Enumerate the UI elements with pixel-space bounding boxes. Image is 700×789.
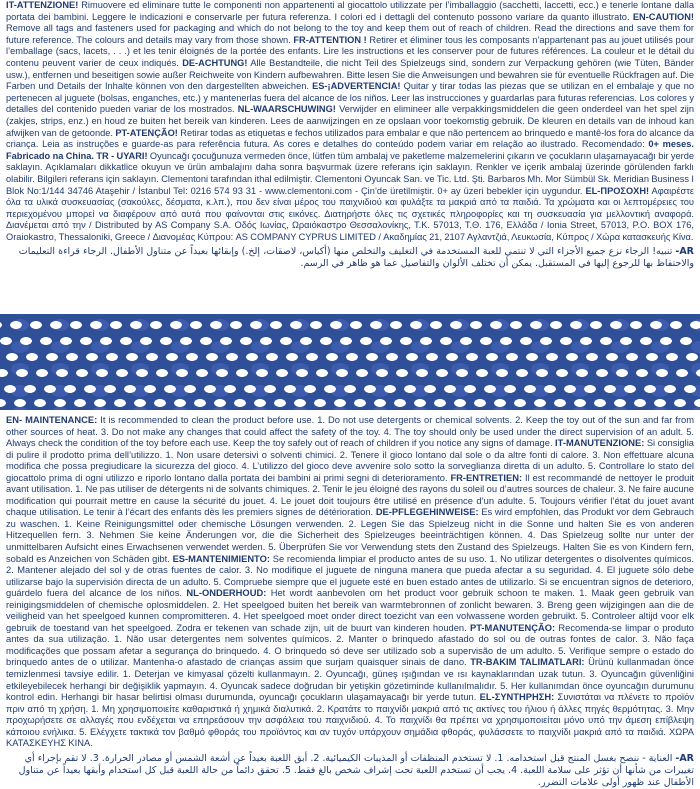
instruction-text: Se recomienda limpiar el producto antes de su uso. 1. No utilizar detergentes o disolventes químicos. 2. Mantener alejado del sol y de otras fuentes de calor. 3. No modifique el juguete de ninguna manera que pueda afectar a su seguridad. 4. El juguete sólo debe utilizarse bajo la supervisión directa de un adulto. 5. Compruebe siempre que el juguete esté en buen estado antes de utilizarlo. Si se encuentran signos de deterioro, guárdelo fuera del alcance de los niños. (6, 553, 694, 599)
language-header: PT-ATENÇÃO! (115, 127, 178, 138)
language-header: ES-MANTENIMIENTO: (172, 553, 270, 564)
language-header: IT-MANUTENZIONE: (555, 438, 645, 449)
language-header: FR-ENTRETIEN: (450, 472, 523, 483)
instruction-text: Quitar y tirar todas las piezas que se utilizan en el embalaje y que no pertenecen al juguete (bolsas, enganches, etc.) y mantenerlas fuera del alcance de los niños. Leer las instrucciones y guardarlas para futuras referencias. Los colores y detalles del contenido pueden variar de los mostrados. (6, 81, 694, 115)
instruction-text: Retirer et éliminer tous les composants n’appartenant pas au jouet utilisés pour l’emballage (sacs, lacets, . . .) et les tenir éloignés de la portée des enfants. Lire les instructions et les conserver pour de futures références. La couleur et le détail du contenu peuvent varier de ceux indiqués. (6, 34, 694, 68)
instruction-text: Ürünü kullanmadan önce temizlenmesi tavsiye edilir. 1. Deterjan ve kimyasal çözelti kullanmayın. 2. Oyuncağı, güneş ışığından ve ısı kaynaklarından uzak tutun. 3. Oyuncağın güvenliğini etkileyebilecek herhangi bir değişiklik yapmayın. 4. Oyuncak sadece doğrudan bir yetişkin gözetiminde kullanılmalıdır. 5. Her kullanımdan önce oyuncağın durumunu kontrol edin. Herhangi bir hasar belirtisi olması durumunda, oyuncağı çocukların ulaşamayacağı bir yerde tutun. (6, 657, 695, 703)
language-header: IT-ATTENZIONE! (6, 0, 79, 10)
language-header: EN- MAINTENANCE: (6, 415, 98, 425)
band-bottom-edge (0, 410, 700, 414)
language-header: PT-MANUTENÇÃO: (470, 622, 556, 633)
instruction-text: Alle Bestandteile, die nicht Teil des Spielzeugs sind, sondern zur Verpackung gehören (wie Tüten, Bänder usw.), entfernen und beseitigen sowie außer Reichweite von Kindern aufbewahren. Bitte lesen Sie die Anweisungen und bewahren sie für eventuelle Rückfragen auf. Die Farben und Details der Inhalte können von den dargestellten abweichen. (6, 57, 694, 92)
instruction-text: Συνιστάται να πλένετε το προϊόν πριν από τη χρήση. 1. Μη χρησιμοποιείτε καθαριστικά ή χημικά διαλυτικά. 2. Κρατάτε το παιχνίδι μακριά από τις ακτίνες του ήλιου ή άλλες πηγές θερμότητας. 3. Μην προχωρήσετε σε αλλαγές που ενδέχεται να επηρεάσουν την ασφάλεια του παιχνιδιού. 4. Το παιχνίδι θα πρέπει να χρησιμοποιείται μόνο υπό την άμεση επίβλεψη κάποιου ενήλικα. 5. Ελέγχετε τακτικά τον βαθμό φθοράς του προϊόντος και αν τυχόν υπάρχουν σημάδια φθοράς, φυλάσσετε το παιχνίδι μακριά από τα παιδιά. ΧΩΡΑ ΚΑΤΑΣΚΕΥΗΣ ΚΙΝΑ. (6, 692, 694, 749)
instruction-text: Recomenda-se limpar o produto antes da sua utilização. 1. Não usar detergentes nem solventes químicos. 2. Manter o brinquedo afastado do sol ou de outras fontes de calor. 3. Não faça modificações que possam afetar a segurança do brinquedo. 4. O brinquedo só deve ser utilizado sob a supervisão de um adulto. 5. Verifique sempre o estado do brinquedo antes de o utilizar. Mantenha-o afastado de crianças assim que surjam quaisquer sinais de dano. (6, 622, 694, 668)
arabic-maintenance-label: AR- (675, 752, 694, 764)
multilingual-maintenance-text (6, 415, 694, 750)
language-header: DE-ACHTUNG! (182, 57, 248, 68)
instruction-text: Verwijder en elimineer alle verpakkingsmiddelen die geen onderdeel van het spel zijn (zakjes, strips, enz.) en houd ze buiten het bereik van kinderen. Lees de aanwijzingen en ze opslaan voor toekomstig gebruik. De kleuren en details van de inhoud kan afwijken van de getoonde. (6, 104, 694, 138)
arabic-warning-text (6, 246, 694, 270)
dot-row (0, 384, 700, 394)
language-header: 0+ meses. Fabricado na China. (6, 139, 694, 161)
arabic-warning-label: AR- (675, 246, 694, 258)
language-header: NL-ONDERHOUD: (186, 588, 267, 599)
dot-row (0, 320, 700, 330)
language-header: DE-PFLEGEHINWEISE: (375, 507, 479, 518)
language-header: TR - UYARI! (96, 150, 148, 161)
language-header: ES-¡ADVERTENCIA! (312, 81, 401, 92)
instruction-text: It is recommended to clean the product before use. 1. Do not use detergents or chemical solvents. 2. Keep the toy out of the sun and far from other sources of heat. 3. Do not make any changes that could affect the safety of the toy. 4. The toy should only be used under the direct supervision of an adult. 5. Always check the condition of the toy before each use. Keep the toy safely out of reach of children if you notice any signs of damage. (6, 415, 694, 449)
language-header: FR-ATTENTION ! (293, 34, 367, 45)
language-header: EL-ΠΡΟΣΟΧΗ! (585, 185, 650, 196)
dot-row (0, 352, 700, 362)
arabic-warning-body: تنبيه! الرجاء نزع جميع الأجزاء التي لا تنتمي للعبة المستخدمة في التغليف والتخلص منها (أكياس، لاصقات، إلخ.) وإبقائها بعيداً عن متناول الأطفال. الرجاء قراءة التعليمات والاحتفاظ بها للرجوع إليها في المستقبل. يمكن أن تختلف الألوان والتفاصيل عما هو ظاهر في الرسم. (18, 246, 694, 270)
instruction-text: Oyuncağı çocuğunuza vermeden önce, lütfen tüm ambalaj ve paketleme malzemelerini çıkarın ve çocukların ulaşamayacağı bir yerde saklayın. Açıklamaları dikkatlice okuyun ve ürün ambalajını daha sonra başvurmak üzere referans için saklayın. Renkler ve içerik ambalaj üzerinde görülenden farklı olabilir. Bilgileri referans için saklayın. Clementoni tarafından ithal edilmiştir. Clementoni Oyuncak San. ve Tic. Ltd. Şti. Barbaros Mh. Mor Sümbül Sk. Meridian Business I Blok No:1/144 34746 Ataşehir / İstanbul Tel: 0216 574 93 31 - www.clementoni.com - Çin’de üretilmiştir. 0+ ay üzeri bebekler için uygundur. (6, 150, 694, 196)
multilingual-warnings-text (6, 0, 694, 243)
instruction-text: Retirar todas as etiquetas e fechos utilizados para embalar e que não pertencem ao brinquedo e mantê-los fora do alcance da criança. Leia as instruções e guarde-as para referência futura. As cores e detalhes do conteúdo podem variar em relação ao ilustrado. Recomendado: (6, 127, 694, 150)
instruction-text: Il est recommandé de nettoyer le produit avant utilisation. 1. Ne pas utiliser de détergents ni de solvants chimiques. 2. Tenir le jeu éloigné des rayons du soleil ou d’autres sources de chaleur. 3. Ne faire aucune modification qui pourrait mettre en cause la sécurité du jouet. 4. Le jouet doit toujours être utilisé en présence d’un adulte. 5. Toujours vérifier l’état du jouet avant chaque utilisation. Le tenir à l’écart des enfants dès les premiers signes de détérioration. (6, 472, 695, 518)
instruction-text: Rimuovere ed eliminare tutte le componenti non appartenenti al giocattolo utilizzate per l’imballaggio (sacchetti, laccetti, ecc.) e tenerle lontane dalla portata dei bambini. Leggere le indicazioni e conservarle per futura referenza. I colori ed i dettagli del contenuto possono variare da quanto illustrato. (6, 0, 694, 22)
language-header: TR-BAKIM TALIMATLARI: (470, 657, 585, 668)
language-header: EL-ΣΥΝΤΗΡΗΣΗ: (479, 692, 555, 703)
instruction-text: Αφαιρέστε όλα τα υλικά συσκευασίας (σακούλες, δέσματα, κ.λπ.), που δεν είναι μέρος του παιχνιδιού και φυλάξτε τα μακριά από τα παιδιά. Τα χρώματα και οι λεπτομέρειες του περιεχομένου μπορεί να διαφέρουν από αυτά που φαίνονται στις εικόνες. Διατηρήστε όλες τις σχετικές πληροφορίες και τη συσκευασία για μελλοντική αναφορά. Διανέμεται από την / Distributed by AS Company S.A. Οδός Ιωνίας, Ωραιόκαστρο Θεσσαλονίκης, Τ.Κ. 57013, Τ.Θ. 176, Ελλάδα / Ionia Street, 57013, P.O. BOX 176, Oraiokastro, Thessaloniki, Greece / Διανομέας Κύπρου: AS COMPANY CYPRUS LIMITED / Ακαδημίας 21, 2107 Αγλαντζιά, Λευκωσία, Κύπρος / Χώρα κατασκευής Κίνα. (6, 185, 695, 242)
language-header: EN-CAUTION! (632, 11, 694, 22)
maintenance-panel (0, 415, 700, 788)
instruction-text: Het wordt aanbevolen om het product voor gebruik schoon te maken. 1. Maak geen gebruik van reinigingsmiddelen of chemische oplosmiddelen. 2. Het speelgoed buiten het bereik van warmtebronnen of zonlicht bewaren. 3. Breng geen wijzigingen aan die de veiligheid van het speelgoed kunnen compromitteren. 4. Het speelgoed moet onder direct toezicht van een volwassene worden gebruikt. 5. Controleer altijd voor elk gebruik de toestand van het speelgoed. Zodra er tekenen van schade zijn, uit de buurt van kinderen houden. (6, 588, 694, 633)
instruction-text: Si consiglia di pulire il prodotto prima dell’utilizzo. 1. Non usare detersivi o solventi chimici. 2. Tenere il gioco lontano dal sole o da altre fonti di calore. 3. Non effettuare alcuna modifica che possa pregiudicare la sicurezza del gioco. 4. L’utilizzo del gioco deve avvenire solo sotto la sorveglianza diretta di un adulto. 5. Controllare lo stato del giocattolo prima di ogni utilizzo e riporlo lontano dalla portata dei bambini ai primi segni di deterioramento. (6, 438, 694, 483)
warnings-panel (0, 0, 700, 310)
language-header: NL-WAARSCHUWING! (237, 104, 336, 115)
dot-row (0, 336, 700, 346)
dot-row (0, 398, 700, 408)
blue-dotted-pattern-band (0, 314, 700, 410)
instruction-text: Remove all tags and fasteners used for packaging and which do not belong to the toy and keep them out of reach of children. Read the directions and save them for future reference. The colours and details may vary from those shown. (6, 23, 694, 45)
dot-row (0, 368, 700, 378)
arabic-maintenance-body: العناية - ننصح بغسل المنتج قبل استخدامه. 1. لا تستخدم المنظفات أو المذيبات الكيميائية. 2. أبق اللعبة بعيداً عن أشعة الشمس أو مصادر الحرارة. 3. لا تقم بإجراء أي تغييرات من شأنها أن تؤثر على سلامة اللعبة. 4. يجب أن تستخدم اللعبة تحت إشراف شخص بالغ فقط. 5. تحقق دائماً من حالة اللعبة قبل كل استخدام وأبقها بعيداً عن متناول الأطفال عند ظهور أولى علامات التضرر. (18, 752, 694, 788)
arabic-maintenance-text (6, 753, 694, 789)
instruction-text: Es wird empfohlen, das Produkt vor dem Gebrauch zu waschen. 1. Keine Reinigungsmittel oder chemische Lösungen verwenden. 2. Legen Sie das Spielzeug nicht in die Sonne und halten Sie es von anderen Hitzequellen fern. 3. Nehmen Sie keine Änderungen vor, die die Sicherheit des Spielzeuges beeinträchtigen können. 4. Das Spielzeug sollte nur unter der unmittelbaren Aufsicht eines Erwachsenen verwendet werden. 5. Überprüfen Sie vor Verwendung stets den Zustand des Spielzeugs. Halten Sie es von Kindern fern, sobald es Anzeichen von Schäden gibt. (6, 507, 694, 564)
